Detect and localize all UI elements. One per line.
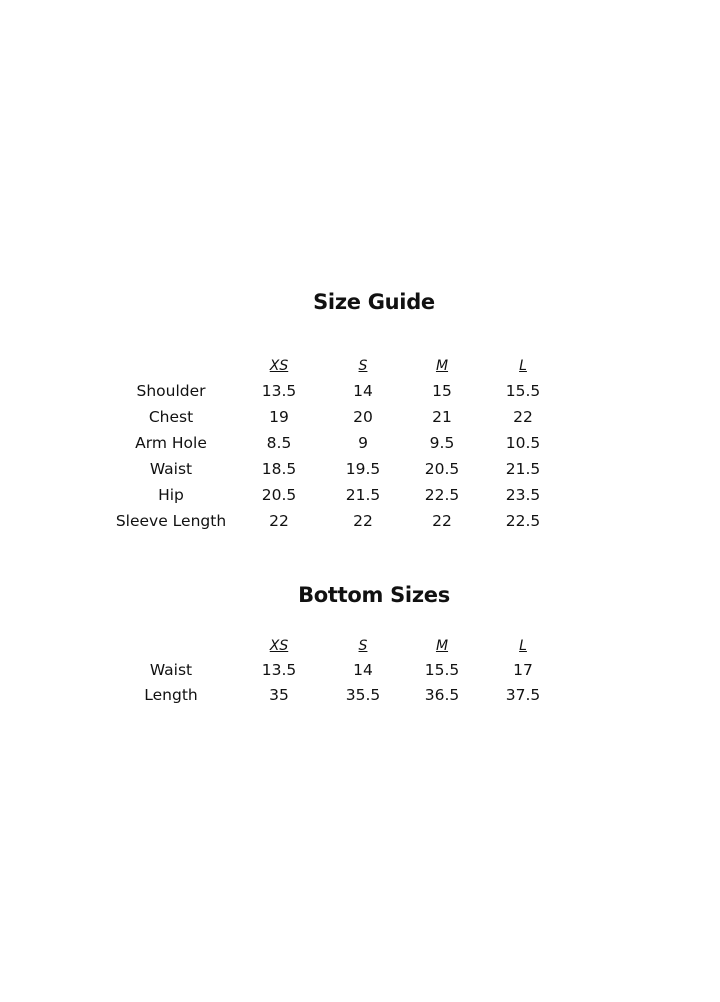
row-label: Length [144, 686, 198, 704]
table-cell: 14 [353, 661, 373, 679]
table-cell: 35.5 [345, 686, 381, 704]
table-row [0, 657, 720, 683]
size-header-l: L [519, 638, 527, 654]
table-cell: 15 [432, 382, 452, 400]
row-label: Sleeve Length [115, 512, 227, 530]
size-header-m: M [435, 638, 449, 654]
table-cell: 20.5 [261, 486, 297, 504]
table-cell: 21.5 [345, 486, 381, 504]
table-cell: 36.5 [424, 686, 460, 704]
table-cell: 35 [269, 686, 289, 704]
row-label: Chest [148, 408, 194, 426]
table-row [0, 456, 720, 482]
size-header-xs: XS [269, 638, 289, 654]
table-cell: 22.5 [505, 512, 541, 530]
table-cell: 20 [353, 408, 373, 426]
table-row [0, 378, 720, 404]
table-cell: 13.5 [261, 382, 297, 400]
size-header-row [0, 633, 720, 659]
row-label: Waist [149, 661, 193, 679]
size-header-s: S [358, 638, 368, 654]
table-cell: 22 [353, 512, 373, 530]
table-cell: 15.5 [424, 661, 460, 679]
table-cell: 22 [269, 512, 289, 530]
table-cell: 17 [513, 661, 533, 679]
row-label: Hip [158, 486, 184, 504]
row-label: Waist [149, 460, 193, 478]
table-cell: 9 [358, 434, 368, 452]
table-cell: 8.5 [266, 434, 292, 452]
table-cell: 21.5 [505, 460, 541, 478]
size-header-m: M [435, 358, 449, 374]
table-cell: 13.5 [261, 661, 297, 679]
table-cell: 9.5 [429, 434, 455, 452]
table-row [0, 508, 720, 534]
size-guide-title: Size Guide [313, 290, 435, 314]
row-label: Shoulder [136, 382, 206, 400]
table-cell: 18.5 [261, 460, 297, 478]
table-row [0, 430, 720, 456]
table-cell: 14 [353, 382, 373, 400]
size-header-xs: XS [269, 358, 289, 374]
table-cell: 20.5 [424, 460, 460, 478]
table-cell: 22 [513, 408, 533, 426]
table-cell: 22 [432, 512, 452, 530]
table-row [0, 404, 720, 430]
size-header-l: L [519, 358, 527, 374]
size-header-row [0, 353, 720, 379]
table-cell: 21 [432, 408, 452, 426]
table-cell: 10.5 [505, 434, 541, 452]
table-cell: 19.5 [345, 460, 381, 478]
size-header-s: S [358, 358, 368, 374]
table-cell: 15.5 [505, 382, 541, 400]
table-row [0, 682, 720, 708]
table-row [0, 482, 720, 508]
table-cell: 23.5 [505, 486, 541, 504]
table-cell: 37.5 [505, 686, 541, 704]
bottom-sizes-title: Bottom Sizes [298, 583, 450, 607]
row-label: Arm Hole [135, 434, 207, 452]
table-cell: 22.5 [424, 486, 460, 504]
table-cell: 19 [269, 408, 289, 426]
